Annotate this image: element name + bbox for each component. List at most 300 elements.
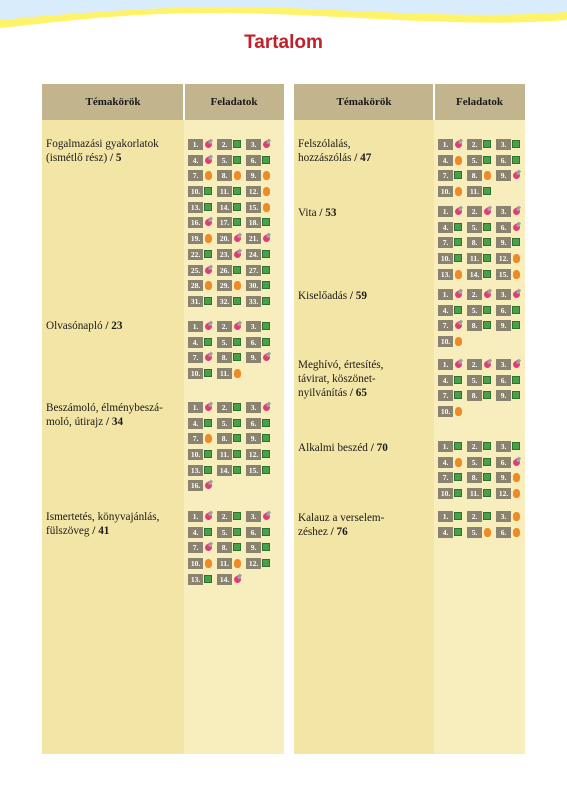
task-item[interactable] — [438, 253, 467, 267]
task-number: 6. — [496, 457, 511, 468]
task-number: 7. — [188, 352, 203, 363]
task-item[interactable] — [467, 289, 496, 303]
task-item[interactable] — [188, 337, 217, 351]
task-number: 12. — [246, 186, 261, 197]
book-icon — [512, 305, 521, 316]
task-number: 4. — [438, 222, 453, 233]
task-number: 31. — [188, 296, 203, 307]
task-number: 1. — [188, 321, 203, 332]
task-number: 10. — [188, 368, 203, 379]
topic-line: Vita / 53 — [298, 207, 337, 219]
task-item[interactable] — [217, 296, 246, 310]
task-number: 7. — [438, 390, 453, 401]
book-icon — [204, 449, 213, 460]
task-item[interactable] — [438, 488, 467, 502]
task-item[interactable] — [438, 139, 467, 153]
pen-writing-icon — [204, 217, 213, 228]
task-item[interactable] — [496, 289, 525, 303]
task-item[interactable] — [188, 368, 217, 382]
task-item[interactable] — [496, 222, 525, 236]
book-icon — [233, 352, 242, 363]
task-number: 9. — [246, 542, 261, 553]
book-icon — [262, 433, 271, 444]
task-item[interactable] — [467, 186, 496, 200]
task-item[interactable] — [246, 202, 275, 216]
task-item[interactable] — [217, 249, 246, 263]
book-icon — [233, 527, 242, 538]
topic-entry[interactable] — [46, 320, 178, 334]
task-item[interactable] — [246, 558, 275, 572]
page-title: Tartalom — [244, 32, 323, 53]
task-number: 25. — [188, 265, 203, 276]
book-icon — [262, 465, 271, 476]
task-item[interactable] — [467, 155, 496, 169]
task-number: 11. — [467, 253, 482, 264]
task-number: 6. — [496, 305, 511, 316]
book-icon — [204, 574, 213, 585]
task-grid — [438, 441, 525, 504]
task-item[interactable] — [496, 237, 525, 251]
task-number: 13. — [188, 465, 203, 476]
task-item[interactable] — [467, 527, 496, 541]
task-item[interactable] — [188, 280, 217, 294]
task-item[interactable] — [438, 441, 467, 455]
task-item[interactable] — [217, 449, 246, 463]
task-item[interactable] — [467, 472, 496, 486]
task-item[interactable] — [438, 170, 467, 184]
task-item[interactable] — [188, 186, 217, 200]
task-item[interactable] — [217, 155, 246, 169]
bag-icon — [204, 280, 213, 291]
task-item[interactable] — [246, 233, 275, 247]
task-number: 14. — [217, 202, 232, 213]
task-number: 7. — [188, 170, 203, 181]
task-item[interactable] — [438, 457, 467, 471]
task-item[interactable] — [188, 321, 217, 335]
task-item[interactable] — [188, 465, 217, 479]
book-icon — [233, 465, 242, 476]
task-item[interactable] — [217, 574, 246, 588]
bag-icon — [204, 233, 213, 244]
task-number: 5. — [217, 155, 232, 166]
book-icon — [454, 222, 463, 233]
task-item[interactable] — [188, 217, 217, 231]
task-item[interactable] — [246, 170, 275, 184]
task-item[interactable] — [246, 465, 275, 479]
task-item[interactable] — [496, 139, 525, 153]
task-number: 2. — [467, 511, 482, 522]
topic-entry[interactable] — [46, 402, 178, 430]
task-number: 8. — [467, 390, 482, 401]
task-item[interactable] — [467, 222, 496, 236]
toc-panel-2 — [294, 84, 525, 754]
task-number: 33. — [246, 296, 261, 307]
pen-writing-icon — [204, 402, 213, 413]
task-item[interactable] — [467, 139, 496, 153]
book-icon — [204, 368, 213, 379]
task-item[interactable] — [438, 237, 467, 251]
task-item[interactable] — [217, 170, 246, 184]
task-number: 29. — [217, 280, 232, 291]
topic-line: (ismétlő rész) / 5 — [46, 151, 122, 164]
task-number: 4. — [438, 155, 453, 166]
task-item[interactable] — [246, 321, 275, 335]
task-item[interactable] — [246, 280, 275, 294]
book-icon — [454, 375, 463, 386]
book-icon — [233, 418, 242, 429]
book-icon — [454, 527, 463, 538]
task-item[interactable] — [438, 406, 467, 420]
task-item[interactable] — [496, 441, 525, 455]
task-item[interactable] — [217, 352, 246, 366]
task-item[interactable] — [496, 390, 525, 404]
topic-line: Alkalmi beszéd / 70 — [298, 442, 388, 454]
task-item[interactable] — [467, 390, 496, 404]
task-number: 32. — [217, 296, 232, 307]
task-item[interactable] — [438, 390, 467, 404]
task-item[interactable] — [246, 511, 275, 525]
book-icon — [262, 280, 271, 291]
task-item[interactable] — [188, 265, 217, 279]
task-item[interactable] — [217, 542, 246, 556]
book-icon — [204, 202, 213, 213]
task-item[interactable] — [246, 402, 275, 416]
task-item[interactable] — [467, 488, 496, 502]
task-item[interactable] — [217, 321, 246, 335]
bag-icon — [512, 527, 521, 538]
topic-line: Meghívó, értesítés, — [298, 359, 384, 371]
book-icon — [204, 296, 213, 307]
task-item[interactable] — [496, 320, 525, 334]
task-item[interactable] — [217, 233, 246, 247]
bag-icon — [512, 253, 521, 264]
book-icon — [454, 305, 463, 316]
task-number: 15. — [246, 465, 261, 476]
pen-writing-icon — [512, 222, 521, 233]
task-number: 2. — [217, 321, 232, 332]
task-item[interactable] — [438, 289, 467, 303]
task-item[interactable] — [188, 352, 217, 366]
book-icon — [454, 441, 463, 452]
task-item[interactable] — [188, 296, 217, 310]
task-item[interactable] — [496, 472, 525, 486]
task-item[interactable] — [246, 139, 275, 153]
task-number: 8. — [217, 170, 232, 181]
task-item[interactable] — [438, 375, 467, 389]
task-item[interactable] — [438, 206, 467, 220]
task-number: 8. — [467, 472, 482, 483]
task-number: 15. — [496, 269, 511, 280]
task-item[interactable] — [467, 237, 496, 251]
task-number: 27. — [246, 265, 261, 276]
task-number: 17. — [217, 217, 232, 228]
book-icon — [454, 390, 463, 401]
topic-line: távirat, köszönet- — [298, 372, 376, 385]
page-number: / 5 — [110, 151, 122, 164]
task-number: 3. — [246, 321, 261, 332]
book-icon — [233, 155, 242, 166]
book-icon — [204, 465, 213, 476]
task-item[interactable] — [246, 155, 275, 169]
task-item[interactable] — [496, 375, 525, 389]
task-item[interactable] — [467, 320, 496, 334]
task-item[interactable] — [246, 265, 275, 279]
pen-writing-icon — [204, 542, 213, 553]
task-item[interactable] — [496, 269, 525, 283]
pen-writing-icon — [204, 352, 213, 363]
book-icon — [483, 139, 492, 150]
book-icon — [483, 375, 492, 386]
task-number: 4. — [188, 155, 203, 166]
task-item[interactable] — [217, 558, 246, 572]
bag-icon — [233, 368, 242, 379]
topic-entry[interactable] — [46, 511, 178, 539]
topic-line: Kalauz a verselem- — [298, 512, 385, 524]
task-item[interactable] — [438, 305, 467, 319]
book-icon — [454, 472, 463, 483]
task-number: 11. — [217, 558, 232, 569]
book-icon — [204, 418, 213, 429]
book-icon — [483, 269, 492, 280]
task-item[interactable] — [246, 527, 275, 541]
task-item[interactable] — [496, 155, 525, 169]
book-icon — [262, 449, 271, 460]
task-number: 7. — [188, 542, 203, 553]
pen-writing-icon — [204, 139, 213, 150]
task-item[interactable] — [246, 296, 275, 310]
book-icon — [483, 222, 492, 233]
task-number: 24. — [246, 249, 261, 260]
task-item[interactable] — [188, 480, 217, 494]
book-icon — [233, 202, 242, 213]
book-icon — [512, 375, 521, 386]
topic-entry[interactable] — [298, 290, 428, 304]
task-number: 1. — [438, 206, 453, 217]
task-item[interactable] — [467, 457, 496, 471]
page-number: / 76 — [330, 525, 348, 538]
task-item[interactable] — [438, 269, 467, 283]
task-number: 1. — [438, 511, 453, 522]
page-number: / 65 — [349, 386, 367, 399]
task-item[interactable] — [217, 465, 246, 479]
task-item[interactable] — [188, 155, 217, 169]
task-item[interactable] — [217, 139, 246, 153]
topic-entry[interactable] — [298, 359, 428, 400]
topic-entry[interactable] — [46, 138, 178, 166]
task-grid — [188, 402, 275, 496]
task-item[interactable] — [217, 186, 246, 200]
task-item[interactable] — [217, 433, 246, 447]
task-number: 1. — [438, 359, 453, 370]
task-number: 8. — [467, 170, 482, 181]
book-icon — [233, 296, 242, 307]
task-item[interactable] — [188, 233, 217, 247]
task-item[interactable] — [188, 170, 217, 184]
task-item[interactable] — [467, 170, 496, 184]
pen-writing-icon — [454, 139, 463, 150]
task-item[interactable] — [496, 511, 525, 525]
task-number: 3. — [246, 511, 261, 522]
task-number: 5. — [467, 457, 482, 468]
task-number: 9. — [496, 170, 511, 181]
task-number: 11. — [467, 488, 482, 499]
bag-icon — [233, 558, 242, 569]
pen-writing-icon — [262, 352, 271, 363]
task-item[interactable] — [467, 441, 496, 455]
topic-entry[interactable] — [298, 512, 428, 540]
task-item[interactable] — [188, 249, 217, 263]
task-grid — [438, 359, 525, 422]
pen-writing-icon — [204, 155, 213, 166]
task-item[interactable] — [246, 249, 275, 263]
bag-icon — [512, 511, 521, 522]
task-item[interactable] — [496, 170, 525, 184]
task-item[interactable] — [496, 253, 525, 267]
task-item[interactable] — [467, 511, 496, 525]
bag-icon — [454, 269, 463, 280]
task-item[interactable] — [246, 217, 275, 231]
pen-writing-icon — [262, 233, 271, 244]
pen-writing-icon — [233, 321, 242, 332]
task-item[interactable] — [217, 337, 246, 351]
task-item[interactable] — [246, 449, 275, 463]
task-item[interactable] — [467, 253, 496, 267]
task-item[interactable] — [217, 265, 246, 279]
topic-line: Ismertetés, könyvajánlás, — [46, 511, 160, 523]
task-grid — [188, 511, 275, 589]
task-item[interactable] — [467, 305, 496, 319]
bag-icon — [262, 202, 271, 213]
bag-icon — [233, 280, 242, 291]
task-number: 5. — [217, 527, 232, 538]
task-item[interactable] — [438, 186, 467, 200]
task-item[interactable] — [246, 418, 275, 432]
task-number: 19. — [188, 233, 203, 244]
task-item[interactable] — [496, 305, 525, 319]
task-item[interactable] — [217, 527, 246, 541]
topic-line: nyilvánítás / 65 — [298, 386, 367, 399]
task-number: 4. — [438, 375, 453, 386]
task-number: 4. — [438, 457, 453, 468]
task-item[interactable] — [438, 359, 467, 373]
topic-entry[interactable] — [298, 138, 428, 166]
task-item[interactable] — [496, 206, 525, 220]
task-item[interactable] — [246, 352, 275, 366]
book-icon — [483, 472, 492, 483]
pen-writing-icon — [512, 289, 521, 300]
task-number: 12. — [496, 253, 511, 264]
task-number: 18. — [246, 217, 261, 228]
task-item[interactable] — [217, 280, 246, 294]
book-icon — [512, 237, 521, 248]
task-item[interactable] — [467, 206, 496, 220]
task-number: 11. — [217, 449, 232, 460]
task-item[interactable] — [188, 202, 217, 216]
task-item[interactable] — [246, 186, 275, 200]
bag-icon — [454, 186, 463, 197]
table-header — [294, 84, 525, 120]
topic-entry[interactable] — [298, 207, 428, 221]
book-icon — [483, 186, 492, 197]
task-item[interactable] — [188, 558, 217, 572]
task-item[interactable] — [188, 511, 217, 525]
task-number: 2. — [467, 359, 482, 370]
book-icon — [512, 320, 521, 331]
task-number: 6. — [496, 155, 511, 166]
pen-writing-icon — [262, 139, 271, 150]
task-number: 13. — [438, 269, 453, 280]
task-item[interactable] — [188, 402, 217, 416]
task-item[interactable] — [188, 418, 217, 432]
task-item[interactable] — [246, 433, 275, 447]
task-item[interactable] — [438, 527, 467, 541]
book-icon — [483, 390, 492, 401]
task-item[interactable] — [438, 155, 467, 169]
task-item[interactable] — [438, 222, 467, 236]
task-item[interactable] — [188, 542, 217, 556]
task-item[interactable] — [217, 402, 246, 416]
task-item[interactable] — [188, 139, 217, 153]
task-item[interactable] — [188, 433, 217, 447]
task-grid — [188, 321, 275, 384]
topic-entry[interactable] — [298, 442, 428, 456]
pen-writing-icon — [262, 402, 271, 413]
task-item[interactable] — [217, 368, 246, 382]
book-icon — [454, 170, 463, 181]
task-item[interactable] — [496, 527, 525, 541]
bag-icon — [483, 170, 492, 181]
bag-icon — [262, 170, 271, 181]
book-icon — [262, 217, 271, 228]
bag-icon — [204, 433, 213, 444]
task-number: 10. — [438, 406, 453, 417]
task-item[interactable] — [188, 527, 217, 541]
task-item[interactable] — [496, 457, 525, 471]
book-icon — [233, 217, 242, 228]
task-item[interactable] — [438, 320, 467, 334]
task-item[interactable] — [217, 511, 246, 525]
task-item[interactable] — [438, 472, 467, 486]
task-item[interactable] — [217, 202, 246, 216]
task-item[interactable] — [438, 336, 467, 350]
book-icon — [233, 402, 242, 413]
task-number: 5. — [217, 337, 232, 348]
task-item[interactable] — [188, 574, 217, 588]
task-item[interactable] — [467, 359, 496, 373]
bag-icon — [454, 406, 463, 417]
task-item[interactable] — [188, 449, 217, 463]
task-item[interactable] — [246, 337, 275, 351]
pen-writing-icon — [233, 249, 242, 260]
task-item[interactable] — [217, 217, 246, 231]
task-item[interactable] — [496, 488, 525, 502]
header-topics: Témakörök — [85, 96, 141, 108]
task-number: 1. — [438, 289, 453, 300]
task-item[interactable] — [438, 511, 467, 525]
pen-writing-icon — [454, 359, 463, 370]
bag-icon — [512, 488, 521, 499]
task-item[interactable] — [217, 418, 246, 432]
task-item[interactable] — [246, 542, 275, 556]
task-number: 12. — [246, 558, 261, 569]
task-number: 2. — [217, 139, 232, 150]
topic-line: Olvasónapló / 23 — [46, 320, 123, 332]
task-number: 2. — [217, 511, 232, 522]
task-item[interactable] — [496, 359, 525, 373]
book-icon — [262, 418, 271, 429]
task-item[interactable] — [467, 269, 496, 283]
task-item[interactable] — [467, 375, 496, 389]
